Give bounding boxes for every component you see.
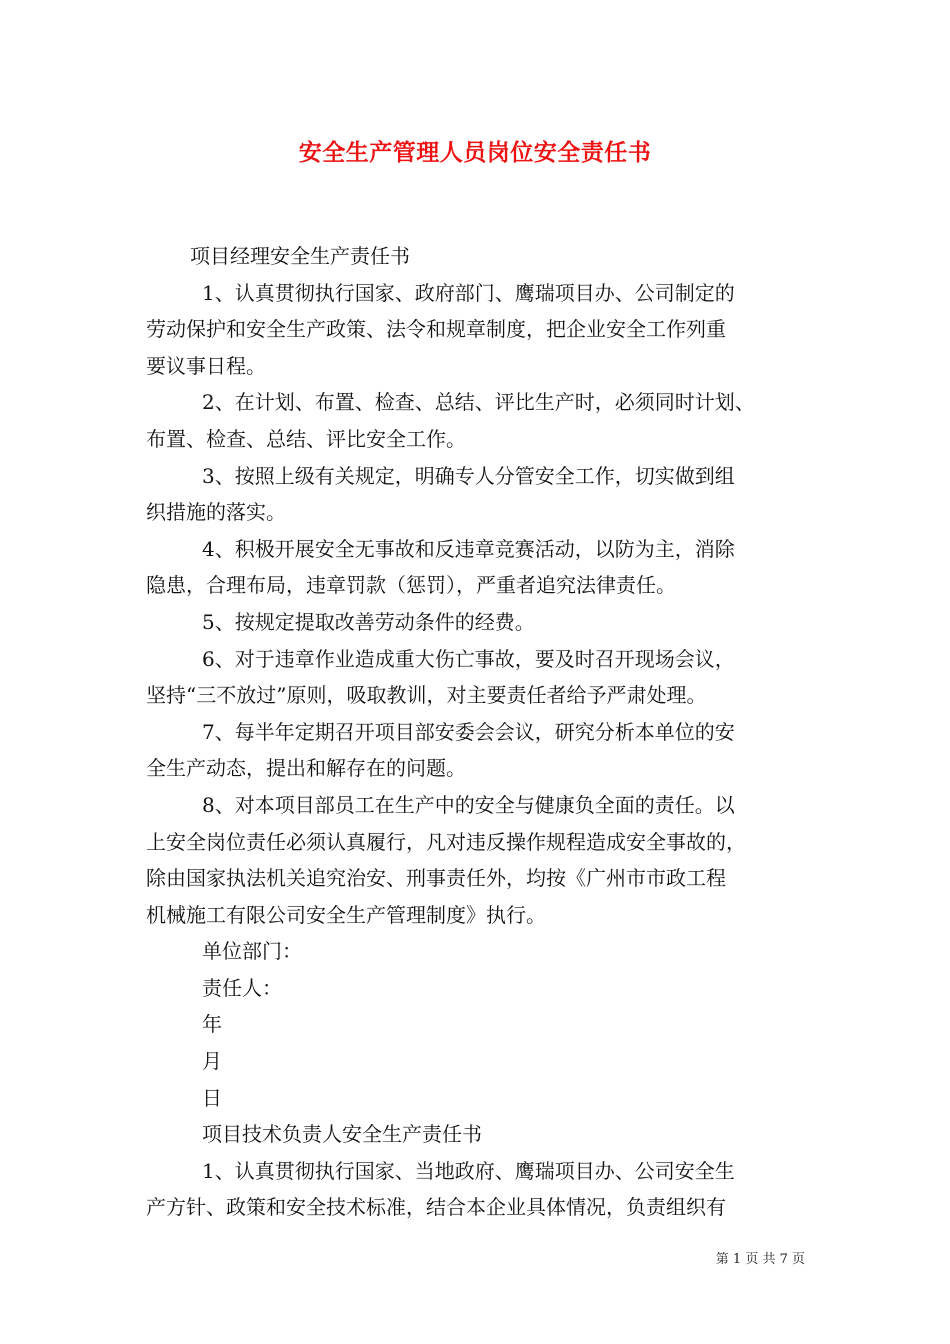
- paragraph-line: 要议事日程。: [146, 353, 266, 378]
- page-number: 第 1 页 共 7 页: [715, 1252, 805, 1267]
- paragraph-line: 上安全岗位责任必须认真履行，凡对违反操作规程造成安全事故的，: [146, 829, 746, 854]
- date-month-label: 月: [202, 1049, 222, 1074]
- paragraph-line: 7、每半年定期召开项目部安委会会议，研究分析本单位的安: [202, 719, 735, 744]
- section-heading: 项目技术负责人安全生产责任书: [202, 1122, 482, 1147]
- paragraph-line: 布置、检查、总结、评比安全工作。: [146, 426, 466, 451]
- paragraph-line: 除由国家执法机关追究治安、刑事责任外，均按《广州市市政工程: [146, 866, 726, 891]
- paragraph-line: 产方针、政策和安全技术标准，结合本企业具体情况，负责组织有: [146, 1195, 726, 1220]
- paragraph-line: 坚持“三不放过”原则，吸取教训，对主要责任者给予严肃处理。: [146, 683, 707, 708]
- paragraph-line: 全生产动态，提出和解存在的问题。: [146, 756, 466, 781]
- paragraph-line: 3、按照上级有关规定，明确专人分管安全工作，切实做到组: [202, 463, 735, 488]
- paragraph-line: 1、认真贯彻执行国家、政府部门、鹰瑞项目办、公司制定的: [202, 280, 735, 305]
- paragraph-line: 2、在计划、布置、检查、总结、评比生产时，必须同时计划、: [202, 390, 755, 415]
- document-body: [146, 238, 816, 1226]
- paragraph-line: 8、对本项目部员工在生产中的安全与健康负全面的责任。以: [202, 792, 735, 817]
- signature-person-label: 责任人：: [202, 975, 282, 1000]
- paragraph-line: 织措施的落实。: [146, 500, 286, 525]
- section-heading: 项目经理安全生产责任书: [190, 244, 410, 268]
- paragraph-line: 5、按规定提取改善劳动条件的经费。: [202, 609, 535, 634]
- date-year-label: 年: [202, 1012, 222, 1037]
- paragraph-line: 隐患，合理布局，违章罚款（惩罚），严重者追究法律责任。: [146, 573, 676, 598]
- paragraph-line: 机械施工有限公司安全生产管理制度》执行。: [146, 902, 546, 927]
- signature-department-label: 单位部门：: [202, 939, 302, 964]
- document-title: 安全生产管理人员岗位安全责任书: [298, 139, 652, 166]
- date-day-label: 日: [202, 1085, 222, 1110]
- paragraph-line: 劳动保护和安全生产政策、法令和规章制度，把企业安全工作列重: [146, 317, 726, 342]
- paragraph-line: 6、对于违章作业造成重大伤亡事故，要及时召开现场会议，: [202, 646, 735, 671]
- paragraph-line: 4、积极开展安全无事故和反违章竞赛活动，以防为主，消除: [202, 536, 735, 561]
- paragraph-line: 1、认真贯彻执行国家、当地政府、鹰瑞项目办、公司安全生: [202, 1158, 735, 1183]
